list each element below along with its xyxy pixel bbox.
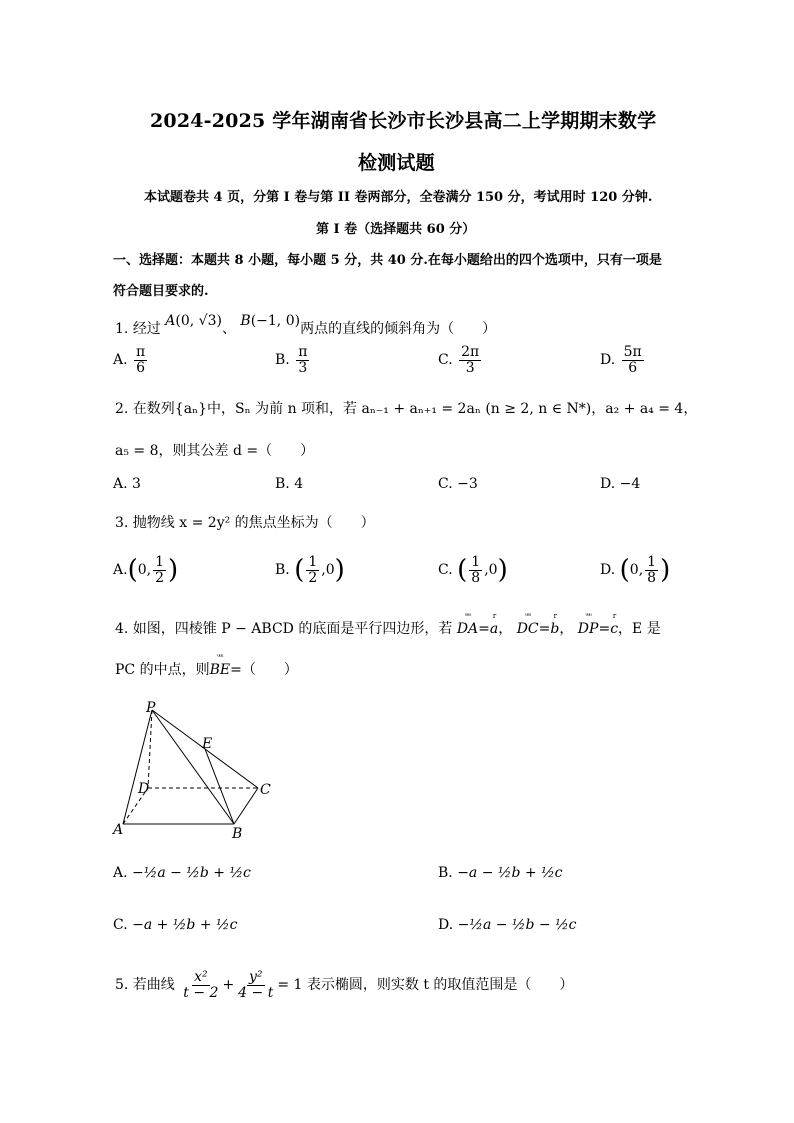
q2-option-c[interactable]: C. −3 bbox=[438, 476, 478, 492]
question-3-stem: 3. 抛物线 x = 2y² 的焦点坐标为（ ） bbox=[115, 515, 375, 531]
q4-option-c[interactable]: C. −a + ½b + ½c bbox=[113, 917, 238, 933]
title-line-2: 检测试题 bbox=[358, 152, 435, 174]
vector-be: ᵘᵘᵘ BE bbox=[209, 653, 231, 678]
label-d: D bbox=[138, 781, 150, 797]
label-p: P bbox=[146, 700, 156, 716]
q2-option-a[interactable]: A. 3 bbox=[113, 476, 141, 492]
section-heading: 第 I 卷（选择题共 60 分） bbox=[316, 222, 476, 237]
part1-line-2: 符合题目要求的. bbox=[113, 284, 209, 299]
q2-option-b[interactable]: B. 4 bbox=[275, 476, 304, 492]
label-a: A bbox=[113, 822, 124, 838]
vector-dc: ᵘᵘᵘ DC bbox=[516, 612, 539, 637]
pyramid-figure bbox=[108, 698, 288, 840]
question-2-line-1: 2. 在数列{aₙ}中，Sₙ 为前 n 项和，若 aₙ₋₁ + aₙ₊₁ = 2aₙ (n ≥ 2, n ∈ N*)，a₂ + a₄ = 4， bbox=[115, 401, 698, 417]
question-4-line-2: PC 的中点，则 ᵘᵘᵘ BE=（ ） bbox=[115, 653, 298, 678]
q3-option-a[interactable]: A.(0, $\frac{1}{2}$ ) bbox=[113, 554, 179, 586]
q1-option-a[interactable]: A. $\frac{\pi}{6}$ bbox=[113, 344, 146, 376]
vector-da: ᵘᵘᵘ DA bbox=[456, 612, 479, 637]
intro: 本试题卷共 4 页，分第 I 卷与第 II 卷两部分，全卷满分 150 分，考试用时 120 分钟. bbox=[144, 190, 653, 205]
q1-option-b[interactable]: B. $\frac{\pi}{3}$ bbox=[275, 344, 308, 376]
label-e: E bbox=[202, 736, 213, 752]
q4-option-a[interactable]: A. −½a − ½b + ½c bbox=[113, 865, 251, 881]
q3-option-c[interactable]: C. ( $\frac{1}{8}$ ,0) bbox=[438, 554, 508, 586]
q4-option-b[interactable]: B. −a − ½b + ½c bbox=[438, 865, 563, 881]
part1-line-1: 一、选择题：本题共 8 小题，每小题 5 分，共 40 分.在每小题给出的四个选项中，只有一项是 bbox=[113, 253, 662, 268]
label-c: C bbox=[260, 782, 271, 798]
question-2-line-2: a₅ = 8，则其公差 d =（ ） bbox=[115, 443, 315, 459]
question-1-stem: 1. 经过 A(0, √3)、 B(−1, 0)两点的直线的倾斜角为（ ） bbox=[115, 313, 497, 337]
question-4-line-1: 4. 如图，四棱锥 P − ABCD 的底面是平行四边形，若 ᵘᵘᵘ DA= r a， ᵘᵘᵘ DC= r b， ᵘᵘᵘ DP= r c，E 是 bbox=[115, 612, 661, 637]
q1-option-d[interactable]: D. $\frac{5\pi}{6}$ bbox=[600, 344, 642, 376]
q3-option-d[interactable]: D. (0, $\frac{1}{8}$ ) bbox=[600, 554, 671, 586]
q4-option-d[interactable]: D. −½a − ½b − ½c bbox=[438, 917, 577, 933]
q2-option-d[interactable]: D. −4 bbox=[600, 476, 641, 492]
label-b: B bbox=[232, 826, 243, 840]
title-line-1: 2024-2025 学年湖南省长沙市长沙县高二上学期期末数学 bbox=[150, 110, 657, 132]
question-5-stem: 5. 若曲线 $\frac{\text{x²}}{t - 2}$ + $\frac{\text{y²}}{4 - t}$ = 1 表示椭圆，则实数 t 的取值范围是（ ） bbox=[115, 969, 574, 1001]
q3-option-b[interactable]: B. ( $\frac{1}{2}$ ,0) bbox=[275, 554, 345, 586]
vector-dp: ᵘᵘᵘ DP bbox=[577, 612, 599, 637]
q1-option-c[interactable]: C. $\frac{2\pi}{3}$ bbox=[438, 344, 480, 376]
